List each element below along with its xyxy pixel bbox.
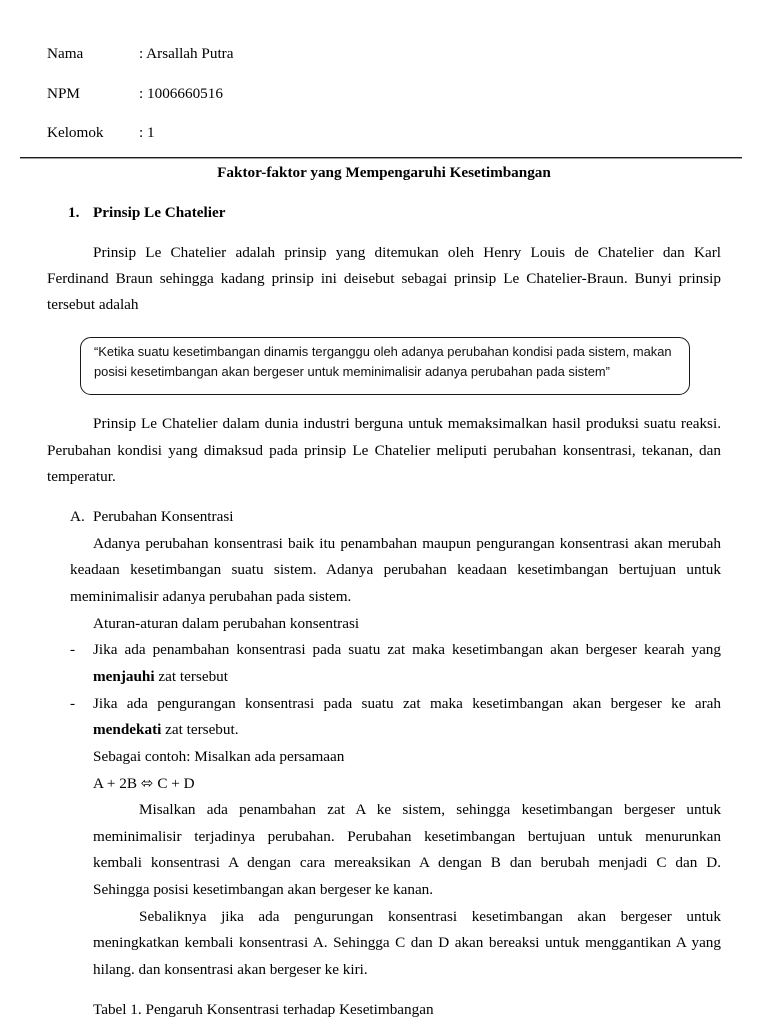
name-value: : Arsallah Putra xyxy=(139,45,234,62)
quote-line: posisi kesetimbangan akan bergeser untuk meminimalisir adanya perubahan pada sistem” xyxy=(94,364,610,379)
horizontal-rule xyxy=(20,157,742,159)
npm-label: NPM xyxy=(47,85,80,102)
paragraph-line: meningkatkan kembali konsentrasi A. Sehingga C dan D akan bereaksi untuk menggantikan A yang xyxy=(93,934,721,952)
document-title: Faktor-faktor yang Mempengaruhi Kesetimbangan xyxy=(217,164,551,181)
rule-rest: zat tersebut xyxy=(154,667,228,685)
industry-paragraph xyxy=(0,411,768,491)
name-row xyxy=(0,45,768,63)
intro-paragraph xyxy=(0,240,768,318)
bold-term: menjauhi xyxy=(93,667,155,685)
paragraph-line: meminimalisir adanya perubahan pada sistem. xyxy=(70,587,352,605)
rules-intro: Aturan-aturan dalam perubahan konsentrasi xyxy=(93,614,360,632)
rule-rest: zat tersebut. xyxy=(161,721,239,739)
paragraph-line: keadaan kesetimbangan suatu sistem. Adanya perubahan keadaan kesetimbangan bertujuan untuk xyxy=(70,561,721,579)
rule-item xyxy=(0,691,768,718)
table-caption-row xyxy=(0,1001,768,1019)
quote-line: “Ketika suatu kesetimbangan dinamis terganggu oleh adanya perubahan kondisi pada sistem, makan xyxy=(94,344,672,359)
paragraph-line: hilang. dan konsentrasi akan bergeser ke kiri. xyxy=(93,961,368,979)
subsection-heading xyxy=(0,504,768,531)
subsection-marker: A. xyxy=(70,508,85,525)
bold-term: mendekati xyxy=(93,721,162,739)
group-row xyxy=(0,124,768,142)
subsection-a xyxy=(0,504,768,984)
equation: A + 2B ⬄ C + D xyxy=(93,774,195,792)
paragraph-line: Sehingga posisi kesetimbangan akan bergeser ke kanan. xyxy=(93,881,434,899)
npm-row xyxy=(0,85,768,103)
name-label: Nama xyxy=(47,45,84,62)
npm-value: : 1006660516 xyxy=(139,85,223,102)
paragraph-line: temperatur. xyxy=(47,468,116,485)
bullet-dash: - xyxy=(70,694,76,712)
paragraph-line: Sebaliknya jika ada pengurungan konsentrasi kesetimbangan akan bergeser untuk xyxy=(139,907,721,925)
section-number: 1. xyxy=(68,204,80,221)
paragraph-line: Misalkan ada penambahan zat A ke sistem, sehingga kesetimbangan bergeser untuk xyxy=(139,801,721,819)
subsection-title: Perubahan Konsentrasi xyxy=(93,508,234,525)
group-label: Kelomok xyxy=(47,124,104,141)
paragraph-line: Adanya perubahan konsentrasi baik itu penambahan maupun pengurangan konsentrasi akan merubah xyxy=(93,534,721,552)
table-caption: Tabel 1. Pengaruh Konsentrasi terhadap Kesetimbangan xyxy=(93,1001,434,1018)
paragraph-line: Perubahan kondisi yang dimaksud pada prinsip Le Chatelier meliputi perubahan konsentrasi, tekanan, dan xyxy=(47,441,721,459)
paragraph-line: kembali konsentrasi A dengan cara mereaksikan A dengan B dan berubah menjadi C dan D. xyxy=(93,854,721,872)
paragraph-line: Prinsip Le Chatelier dalam dunia industri berguna untuk memaksimalkan hasil produksi suatu reaksi. xyxy=(93,415,721,432)
rule-line-continued xyxy=(93,664,721,691)
rule-line: Jika ada penambahan konsentrasi pada suatu zat maka kesetimbangan akan bergeser kearah yang xyxy=(93,641,721,659)
rule-line-continued xyxy=(93,717,721,744)
quote-box xyxy=(80,337,690,395)
paragraph-line: tersebut adalah xyxy=(47,296,139,313)
rule-item xyxy=(0,637,768,664)
rule-line: Jika ada pengurangan konsentrasi pada suatu zat maka kesetimbangan akan bergeser ke arah xyxy=(93,694,721,712)
paragraph-line: Prinsip Le Chatelier adalah prinsip yang ditemukan oleh Henry Louis de Chatelier dan Karl xyxy=(93,244,721,261)
group-value: : 1 xyxy=(139,124,155,141)
section-heading xyxy=(0,204,768,222)
paragraph-line: Ferdinand Braun sehingga kadang prinsip ini deisebut sebagai prinsip Le Chatelier-Braun. Bunyi prinsip xyxy=(47,270,721,287)
paragraph-line: meminimalisir terjadinya perubahan. Perubahan kesetimbangan bertujuan untuk menurunkan xyxy=(93,827,721,845)
bullet-dash: - xyxy=(70,641,76,659)
example-intro: Sebagai contoh: Misalkan ada persamaan xyxy=(93,747,345,765)
section-title: Prinsip Le Chatelier xyxy=(93,204,226,221)
quote-text xyxy=(94,342,672,382)
